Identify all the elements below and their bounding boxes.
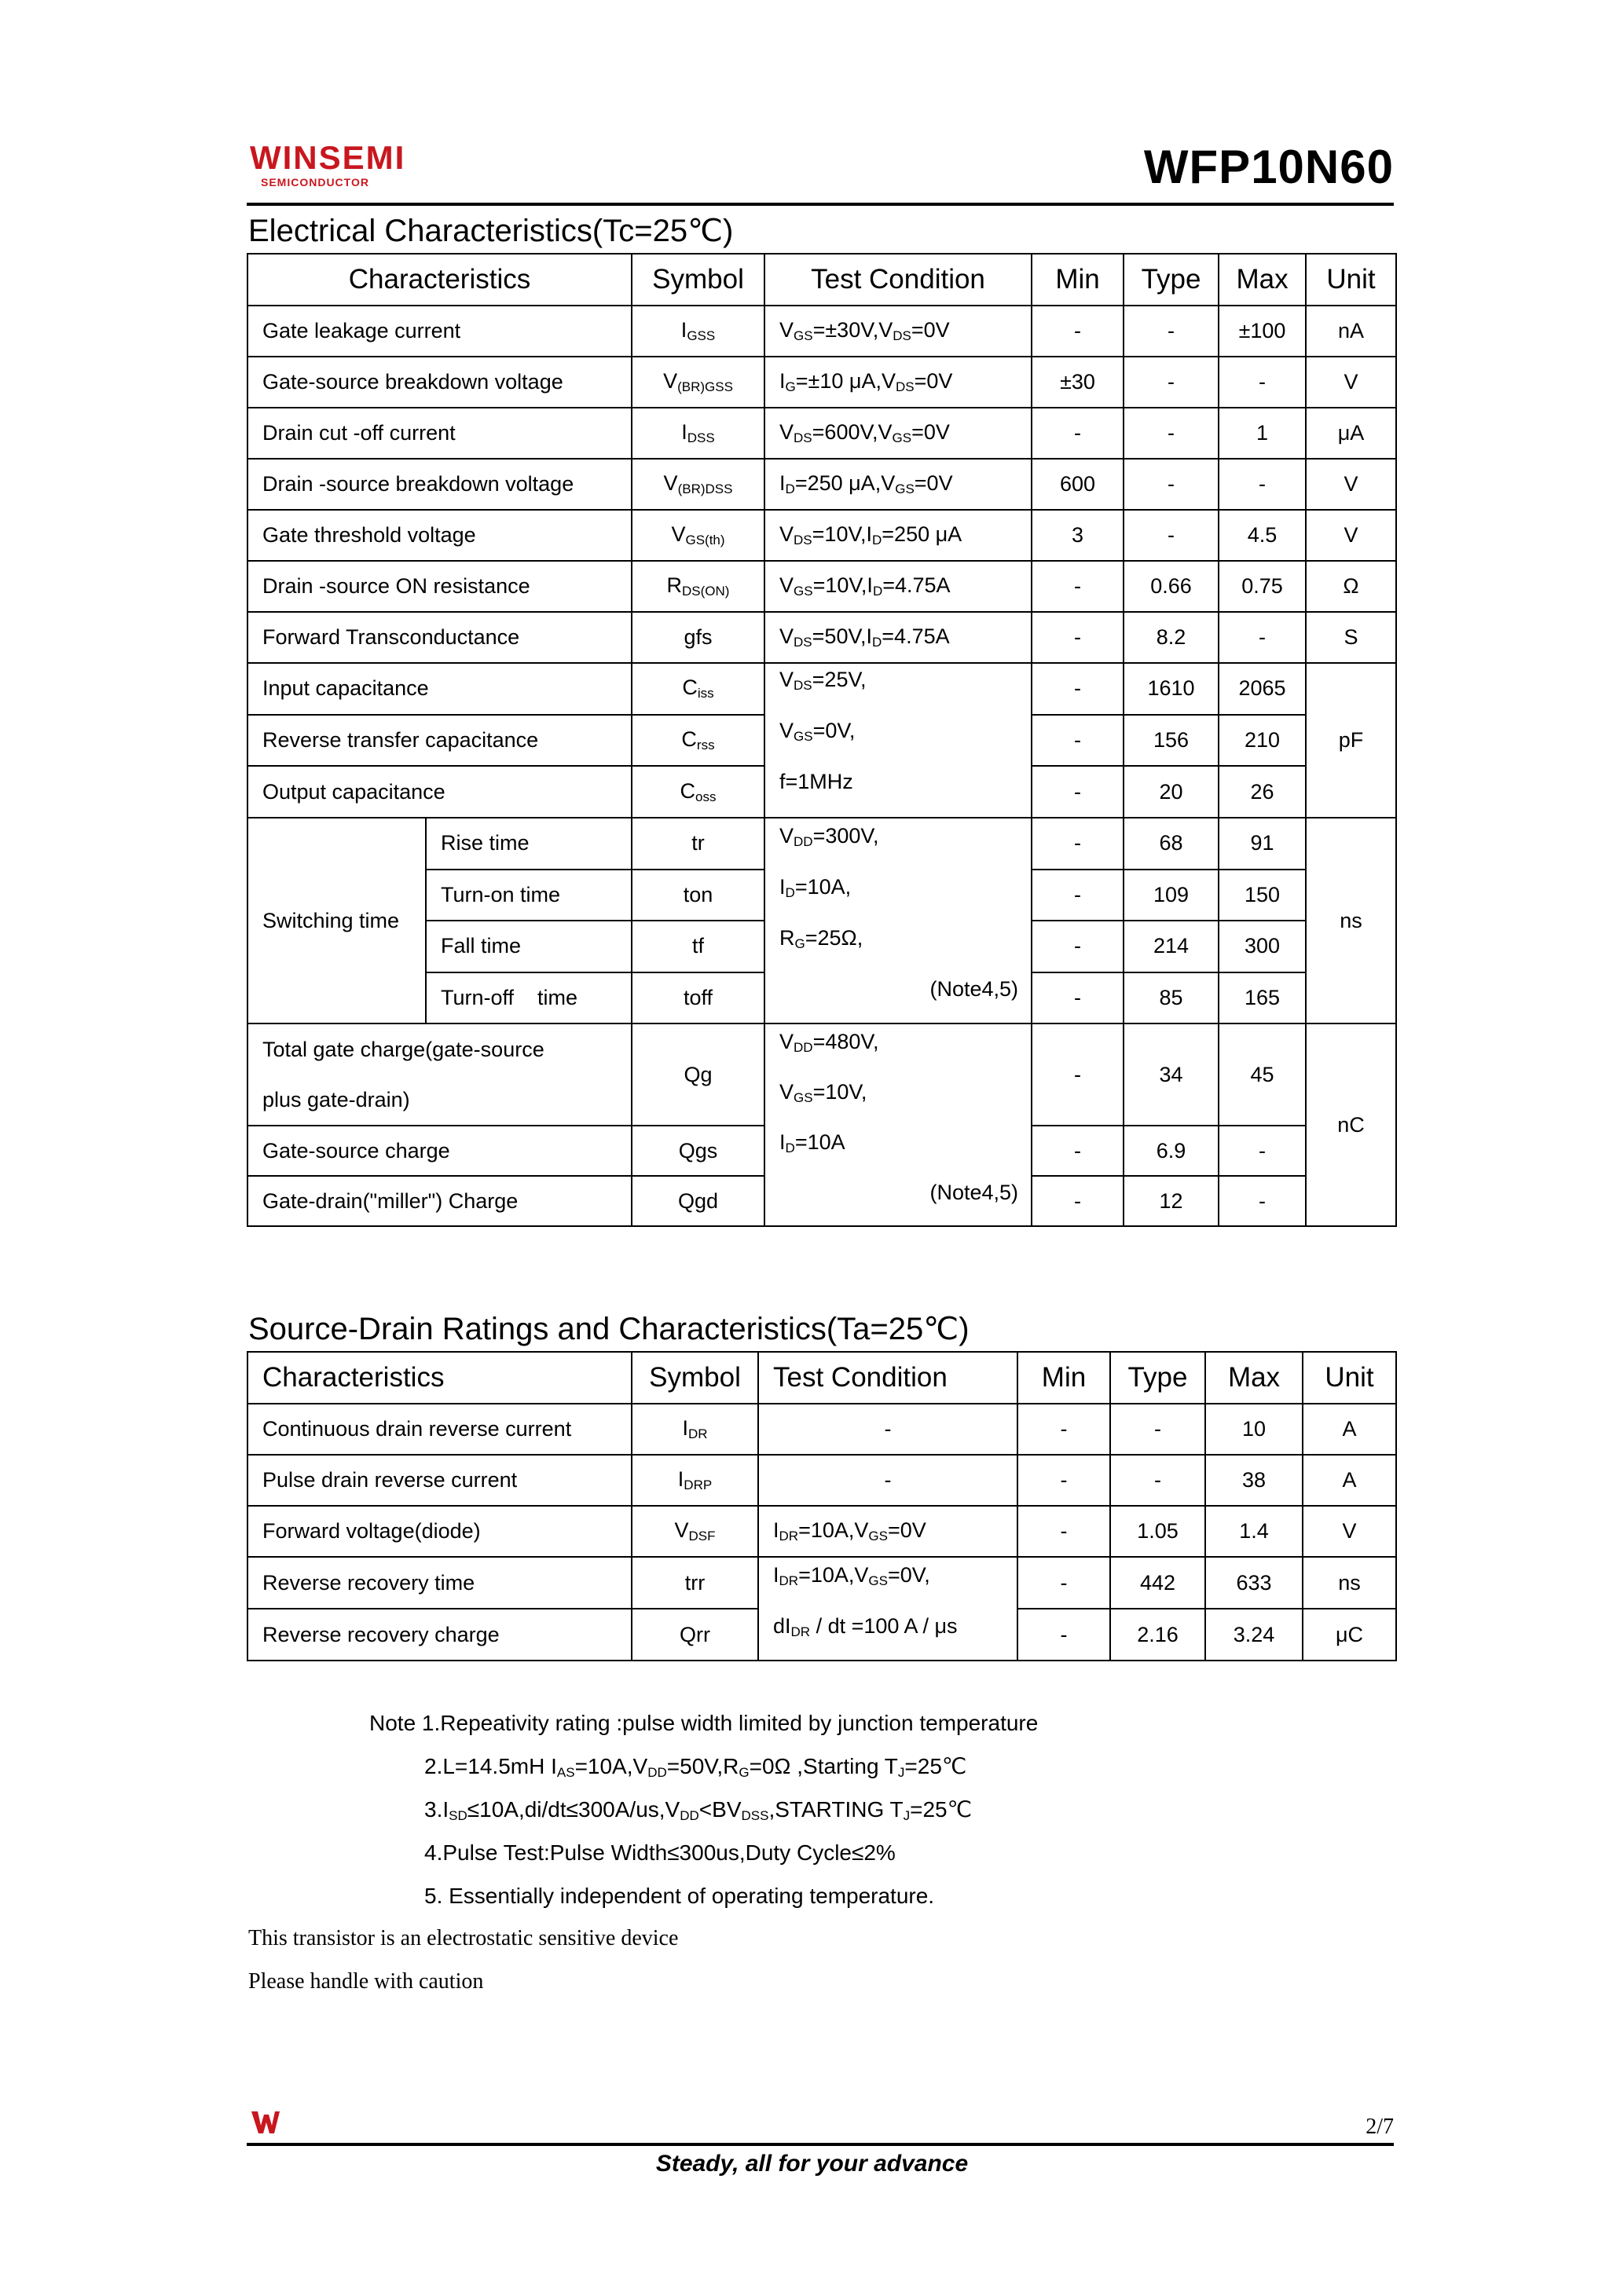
cell-test-condition: $I_D=250$ $\mu A,V_{GS}=0V$ xyxy=(764,459,1032,510)
cell-unit: V xyxy=(1306,510,1396,561)
cell-symbol: ton xyxy=(632,870,764,921)
cell-characteristic: Gate-drain("miller") Charge xyxy=(247,1176,632,1226)
header-unit: Unit xyxy=(1306,254,1396,306)
header-type: Type xyxy=(1124,254,1219,306)
cell-typ: 34 xyxy=(1124,1023,1219,1126)
cell-min: - xyxy=(1032,561,1124,612)
cell-symbol: $V_{(BR)GSS}$ xyxy=(632,357,764,408)
source-drain-title: Source-Drain Ratings and Characteristics(Ta=25℃) xyxy=(248,1312,970,1346)
cell-test-condition: $V_{GS}=\pm 30V,V_{DS}=0V$ xyxy=(764,306,1032,357)
cell-characteristic: Gate threshold voltage xyxy=(247,510,632,561)
table-row xyxy=(247,1506,1396,1557)
source-drain-header-row xyxy=(247,1352,1396,1404)
cell-max: 38 xyxy=(1205,1455,1303,1506)
table-row xyxy=(247,612,1396,663)
cell-characteristic: Rise time xyxy=(426,818,632,870)
cell-min: - xyxy=(1017,1557,1110,1609)
cell-cap-condition: $V_{DS}=25V$, $V_{GS}=0V$, f=1MHz xyxy=(764,663,1032,818)
table-row xyxy=(247,408,1396,459)
cell-unit: A xyxy=(1303,1455,1396,1506)
cell-min: - xyxy=(1032,306,1124,357)
header-unit: Unit xyxy=(1303,1352,1396,1404)
cell-typ: 442 xyxy=(1110,1557,1205,1609)
cell-typ: 0.66 xyxy=(1124,561,1219,612)
header-rule xyxy=(247,203,1394,206)
cell-typ: 109 xyxy=(1124,870,1219,921)
cell-test-condition: - xyxy=(758,1455,1017,1506)
cell-min: - xyxy=(1032,408,1124,459)
cell-min: - xyxy=(1032,663,1124,715)
cell-symbol: $C_{rss}$ xyxy=(632,715,764,767)
cell-symbol: $V_{DSF}$ xyxy=(632,1506,758,1557)
cell-max: 210 xyxy=(1219,715,1306,767)
cell-min: - xyxy=(1017,1404,1110,1455)
cell-max: 2065 xyxy=(1219,663,1306,715)
cell-characteristic: Turn-off time xyxy=(426,972,632,1024)
cell-symbol: $V_{GS(th)}$ xyxy=(632,510,764,561)
cell-min: - xyxy=(1032,921,1124,972)
cell-typ: 156 xyxy=(1124,715,1219,767)
cell-typ: - xyxy=(1110,1455,1205,1506)
winsemi-w-icon xyxy=(250,2107,281,2138)
table-row xyxy=(247,510,1396,561)
cell-characteristic: Output capacitance xyxy=(247,766,632,818)
cell-characteristic: Gate leakage current xyxy=(247,306,632,357)
cell-symbol: $I_{DSS}$ xyxy=(632,408,764,459)
cell-test-condition: $I_G=\pm 10$ $\mu A,V_{DS}=0V$ xyxy=(764,357,1032,408)
electrical-header-row xyxy=(247,254,1396,306)
cell-unit: μA xyxy=(1306,408,1396,459)
header-symbol: Symbol xyxy=(632,254,764,306)
cell-characteristic: Reverse recovery charge xyxy=(247,1609,632,1661)
cell-typ: 12 xyxy=(1124,1176,1219,1226)
cell-max: 45 xyxy=(1219,1023,1306,1126)
electrical-title: Electrical Characteristics(Tc=25℃) xyxy=(248,214,734,248)
cell-typ: 1.05 xyxy=(1110,1506,1205,1557)
table-row xyxy=(247,1023,1396,1126)
cell-symbol: toff xyxy=(632,972,764,1024)
cell-symbol: $C_{iss}$ xyxy=(632,663,764,715)
cell-min: - xyxy=(1032,972,1124,1024)
cell-typ: 8.2 xyxy=(1124,612,1219,663)
cell-max: 91 xyxy=(1219,818,1306,870)
cell-characteristic: Gate-source breakdown voltage xyxy=(247,357,632,408)
cell-symbol: tf xyxy=(632,921,764,972)
cell-max: 300 xyxy=(1219,921,1306,972)
cell-max: 0.75 xyxy=(1219,561,1306,612)
electrical-table xyxy=(247,253,1397,1227)
cell-min: - xyxy=(1032,1023,1124,1126)
cell-test-condition: $I_{DR}=10A,V_{GS}=0V$ xyxy=(758,1506,1017,1557)
table-row xyxy=(247,1404,1396,1455)
cell-symbol: $R_{DS(ON)}$ xyxy=(632,561,764,612)
cell-unit: S xyxy=(1306,612,1396,663)
note-5: 5. Essentially independent of operating temperature. xyxy=(424,1884,935,1908)
footer-rule xyxy=(247,2143,1394,2146)
cell-typ: - xyxy=(1124,306,1219,357)
header-symbol: Symbol xyxy=(632,1352,758,1404)
cell-symbol: tr xyxy=(632,818,764,870)
cell-unit: A xyxy=(1303,1404,1396,1455)
cell-typ: 1610 xyxy=(1124,663,1219,715)
cell-unit: nA xyxy=(1306,306,1396,357)
cell-max: - xyxy=(1219,459,1306,510)
header-max: Max xyxy=(1205,1352,1303,1404)
cell-unit: V xyxy=(1306,357,1396,408)
cell-max: 3.24 xyxy=(1205,1609,1303,1661)
cell-unit: V xyxy=(1306,459,1396,510)
cell-max: 10 xyxy=(1205,1404,1303,1455)
cell-min: - xyxy=(1017,1455,1110,1506)
cell-typ: - xyxy=(1110,1404,1205,1455)
cell-characteristic: Drain -source breakdown voltage xyxy=(247,459,632,510)
cell-min: - xyxy=(1017,1609,1110,1661)
table-row xyxy=(247,663,1396,715)
header-test-condition: Test Condition xyxy=(758,1352,1017,1404)
brand-subtitle: SEMICONDUCTOR xyxy=(261,176,369,189)
cell-typ: 6.9 xyxy=(1124,1126,1219,1176)
cell-symbol: $V_{(BR)DSS}$ xyxy=(632,459,764,510)
cell-typ: - xyxy=(1124,510,1219,561)
cell-characteristic: Input capacitance xyxy=(247,663,632,715)
cell-trr-condition: $I_{DR}=10A,V_{GS}=0V$, $dI_{DR}$ / dt =100 A / μs xyxy=(758,1557,1017,1661)
page-number: 2/7 xyxy=(1366,2115,1394,2139)
header-min: Min xyxy=(1032,254,1124,306)
cell-min: 600 xyxy=(1032,459,1124,510)
cell-characteristic: Drain -source ON resistance xyxy=(247,561,632,612)
cell-characteristic: Reverse recovery time xyxy=(247,1557,632,1609)
table-row xyxy=(247,357,1396,408)
table-row xyxy=(247,1557,1396,1609)
cell-max: - xyxy=(1219,357,1306,408)
cell-max: 4.5 xyxy=(1219,510,1306,561)
cell-unit: V xyxy=(1303,1506,1396,1557)
cell-max: 1 xyxy=(1219,408,1306,459)
cell-min: ±30 xyxy=(1032,357,1124,408)
cell-symbol: Qgd xyxy=(632,1176,764,1226)
cell-symbol: trr xyxy=(632,1557,758,1609)
cell-characteristic: Drain cut -off current xyxy=(247,408,632,459)
cell-unit-nc: nC xyxy=(1306,1023,1396,1226)
header-characteristics: Characteristics xyxy=(247,1352,632,1404)
cell-min: - xyxy=(1032,612,1124,663)
cell-typ: 214 xyxy=(1124,921,1219,972)
brand-name: WINSEMI xyxy=(250,139,406,176)
cell-test-condition: $V_{DS}=600V,V_{GS}=0V$ xyxy=(764,408,1032,459)
cell-max: 26 xyxy=(1219,766,1306,818)
cell-typ: - xyxy=(1124,408,1219,459)
cell-typ: 2.16 xyxy=(1110,1609,1205,1661)
cell-symbol: $I_{GSS}$ xyxy=(632,306,764,357)
header-characteristics: Characteristics xyxy=(247,254,632,306)
cell-min: - xyxy=(1032,818,1124,870)
cell-test-condition: $V_{DS}=50V,I_D=4.75A$ xyxy=(764,612,1032,663)
header-max: Max xyxy=(1219,254,1306,306)
cell-max: 1.4 xyxy=(1205,1506,1303,1557)
cell-characteristic: Gate-source charge xyxy=(247,1126,632,1176)
cell-max: 633 xyxy=(1205,1557,1303,1609)
cell-switching-condition: $V_{DD}=300V$, $I_D=10A$, $R_G=25\Omega$, (Note4,5) xyxy=(764,818,1032,1023)
cell-characteristic: Total gate charge(gate-source plus gate-drain) xyxy=(247,1023,632,1126)
note-2: 2.L=14.5mH $I_{AS}=10A,V_{DD}=50V,R_G=0\Omega$ ,Starting $T_J=25℃$ xyxy=(424,1754,967,1780)
cell-max: - xyxy=(1219,612,1306,663)
esd-warning: This transistor is an electrostatic sensitive device xyxy=(248,1926,679,1950)
cell-symbol: Qrr xyxy=(632,1609,758,1661)
cell-switching-group: Switching time xyxy=(247,818,426,1023)
table-row xyxy=(247,1455,1396,1506)
table-row xyxy=(247,459,1396,510)
cell-test-condition: $V_{DS}=10V,I_D=250$ μA xyxy=(764,510,1032,561)
cell-characteristic: Pulse drain reverse current xyxy=(247,1455,632,1506)
cell-symbol: Qgs xyxy=(632,1126,764,1176)
cell-characteristic: Reverse transfer capacitance xyxy=(247,715,632,767)
cell-typ: 68 xyxy=(1124,818,1219,870)
table-row xyxy=(247,818,1396,870)
cell-typ: 85 xyxy=(1124,972,1219,1024)
table-row xyxy=(247,561,1396,612)
cell-symbol: $C_{oss}$ xyxy=(632,766,764,818)
note-4: 4.Pulse Test:Pulse Width≤300us,Duty Cycle≤2% xyxy=(424,1840,896,1865)
header-type: Type xyxy=(1110,1352,1205,1404)
cell-symbol: $I_{DR}$ xyxy=(632,1404,758,1455)
cell-min: - xyxy=(1032,1126,1124,1176)
cell-min: - xyxy=(1017,1506,1110,1557)
header-min: Min xyxy=(1017,1352,1110,1404)
footer-slogan: Steady, all for your advance xyxy=(655,2151,969,2177)
part-number: WFP10N60 xyxy=(1143,141,1394,193)
winsemi-logo xyxy=(250,140,423,195)
source-drain-table xyxy=(247,1351,1397,1661)
esd-caution: Please handle with caution xyxy=(248,1969,484,1994)
cell-characteristic: Forward voltage(diode) xyxy=(247,1506,632,1557)
cell-max: ±100 xyxy=(1219,306,1306,357)
cell-unit-pf: pF xyxy=(1306,663,1396,818)
note-3: $3.I_{SD}\le 10A,di/dt\le 300A/us,V_{DD}<BV_{DSS},STARTING$ $T_J=25℃$ xyxy=(424,1797,973,1823)
cell-typ: 20 xyxy=(1124,766,1219,818)
cell-unit: μC xyxy=(1303,1609,1396,1661)
table-row xyxy=(247,306,1396,357)
cell-symbol: $I_{DRP}$ xyxy=(632,1455,758,1506)
cell-min: - xyxy=(1032,1176,1124,1226)
header-test-condition: Test Condition xyxy=(764,254,1032,306)
cell-max: - xyxy=(1219,1126,1306,1176)
cell-typ: - xyxy=(1124,357,1219,408)
cell-characteristic: Continuous drain reverse current xyxy=(247,1404,632,1455)
cell-min: - xyxy=(1032,766,1124,818)
cell-symbol: Qg xyxy=(632,1023,764,1126)
cell-min: - xyxy=(1032,715,1124,767)
cell-unit-ns: ns xyxy=(1306,818,1396,1023)
cell-max: 150 xyxy=(1219,870,1306,921)
cell-max: - xyxy=(1219,1176,1306,1226)
cell-unit: Ω xyxy=(1306,561,1396,612)
cell-min: - xyxy=(1032,870,1124,921)
cell-charge-condition: $V_{DD}=480V$, $V_{GS}=10V$, $I_D=10A$ (Note4,5) xyxy=(764,1023,1032,1226)
cell-test-condition: $V_{GS}=10V,I_D=4.75A$ xyxy=(764,561,1032,612)
cell-characteristic: Forward Transconductance xyxy=(247,612,632,663)
cell-characteristic: Fall time xyxy=(426,921,632,972)
cell-characteristic: Turn-on time xyxy=(426,870,632,921)
cell-symbol: gfs xyxy=(632,612,764,663)
cell-typ: - xyxy=(1124,459,1219,510)
cell-unit: ns xyxy=(1303,1557,1396,1609)
cell-test-condition: - xyxy=(758,1404,1017,1455)
note-1: Note 1.Repeativity rating :pulse width limited by junction temperature xyxy=(369,1711,1039,1735)
cell-max: 165 xyxy=(1219,972,1306,1024)
cell-min: 3 xyxy=(1032,510,1124,561)
